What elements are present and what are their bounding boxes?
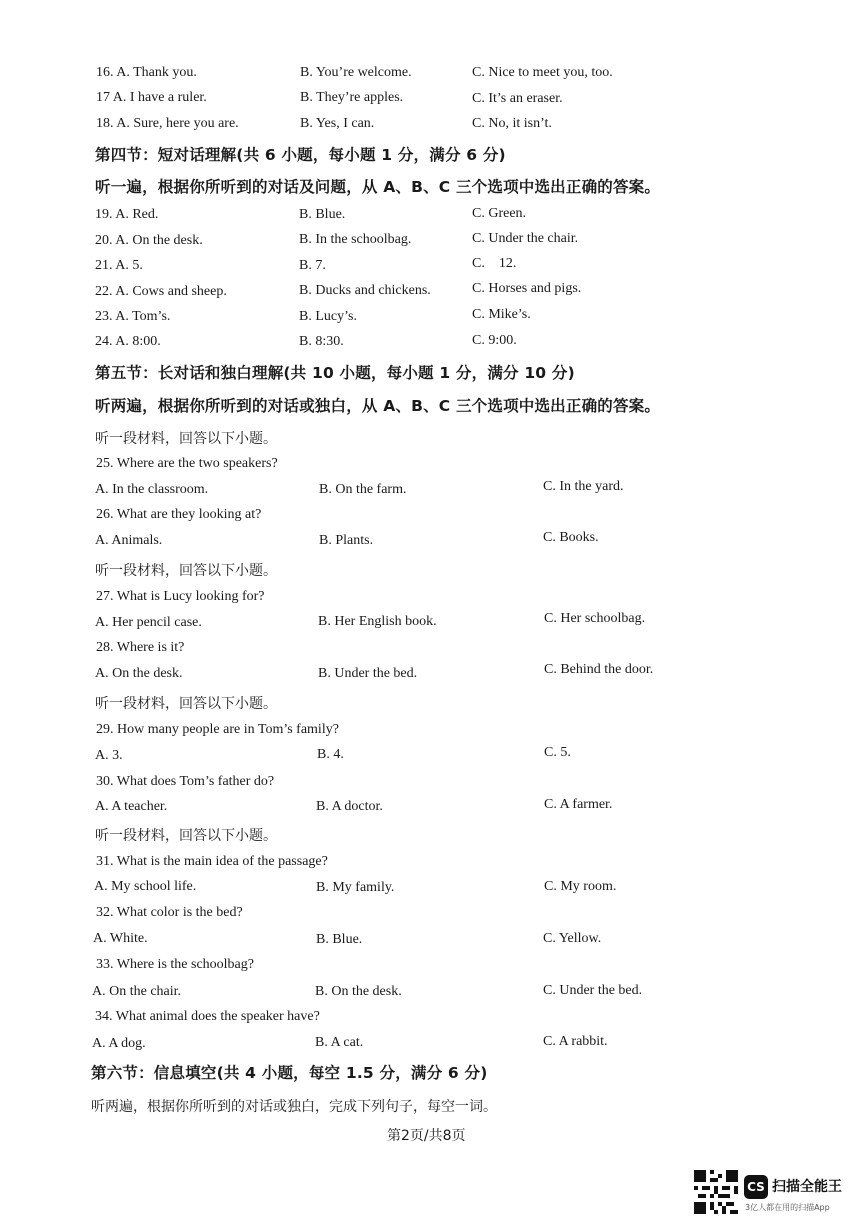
material-note: 听一段材料，回答以下小题。 — [95, 563, 277, 579]
option-32c: C. Yellow. — [543, 931, 602, 946]
option-26a: A. Animals. — [95, 533, 163, 548]
option-29a: A. 3. — [95, 748, 123, 763]
option-29c: C. 5. — [544, 745, 571, 760]
option-18a: 18. A. Sure, here you are. — [96, 116, 239, 131]
question-33: 33. Where is the schoolbag? — [96, 957, 254, 972]
option-20c: C. Under the chair. — [472, 231, 579, 246]
option-27b: B. Her English book. — [318, 614, 437, 629]
option-33c: C. Under the bed. — [543, 983, 643, 998]
section6-instruction: 听两遍，根据你所听到的对话或独白，完成下列句子，每空一词。 — [91, 1099, 497, 1115]
option-21a: 21. A. 5. — [95, 258, 143, 273]
option-25a: A. In the classroom. — [95, 482, 209, 497]
camscanner-logo-icon: CS — [744, 1175, 768, 1199]
option-19a: 19. A. Red. — [95, 207, 159, 222]
material-note: 听一段材料，回答以下小题。 — [95, 828, 277, 844]
question-30: 30. What does Tom’s father do? — [96, 774, 275, 789]
option-28b: B. Under the bed. — [318, 666, 418, 681]
option-29b: B. 4. — [317, 747, 344, 762]
option-32a: A. White. — [93, 931, 148, 946]
option-26b: B. Plants. — [319, 533, 374, 548]
option-25b: B. On the farm. — [319, 482, 407, 497]
option-26c: C. Books. — [543, 530, 599, 545]
section4-instruction: 听一遍，根据你所听到的对话及问题，从 A、B、C 三个选项中选出正确的答案。 — [95, 178, 661, 196]
option-17a: 17 A. I have a ruler. — [96, 90, 207, 105]
option-34c: C. A rabbit. — [543, 1034, 608, 1049]
option-32b: B. Blue. — [316, 932, 363, 947]
option-31b: B. My family. — [316, 880, 395, 895]
option-22b: B. Ducks and chickens. — [299, 283, 431, 298]
option-23a: 23. A. Tom’s. — [95, 309, 171, 324]
option-17c: C. It’s an eraser. — [472, 91, 563, 106]
option-30c: C. A farmer. — [544, 797, 613, 812]
question-34: 34. What animal does the speaker have? — [95, 1009, 320, 1024]
question-27: 27. What is Lucy looking for? — [96, 589, 265, 604]
option-18b: B. Yes, I can. — [300, 116, 375, 131]
option-33b: B. On the desk. — [315, 984, 402, 999]
option-24a: 24. A. 8:00. — [95, 334, 161, 349]
section4-title: 第四节：短对话理解(共 6 小题，每小题 1 分，满分 6 分) — [95, 146, 506, 164]
option-34a: A. A dog. — [92, 1036, 146, 1051]
qr-code-icon — [694, 1170, 738, 1214]
option-21c: C. 12. — [472, 256, 517, 271]
option-34b: B. A cat. — [315, 1035, 364, 1050]
option-17b: B. They’re apples. — [300, 90, 404, 105]
option-20b: B. In the schoolbag. — [299, 232, 412, 247]
option-16b: B. You’re welcome. — [300, 65, 412, 80]
question-26: 26. What are they looking at? — [96, 507, 262, 522]
question-28: 28. Where is it? — [96, 640, 185, 655]
option-21b: B. 7. — [299, 258, 326, 273]
material-note: 听一段材料，回答以下小题。 — [95, 696, 277, 712]
question-25: 25. Where are the two speakers? — [96, 456, 278, 471]
option-30b: B. A doctor. — [316, 799, 383, 814]
material-note: 听一段材料，回答以下小题。 — [95, 431, 277, 447]
section5-title: 第五节：长对话和独白理解(共 10 小题，每小题 1 分，满分 10 分) — [95, 364, 575, 382]
scanner-brand-name: 扫描全能王 — [772, 1179, 842, 1195]
question-29: 29. How many people are in Tom’s family? — [96, 722, 339, 737]
scanner-brand-tagline: 3亿人都在用的扫描App — [745, 1203, 830, 1212]
option-19c: C. Green. — [472, 206, 527, 221]
option-16c: C. Nice to meet you, too. — [472, 65, 613, 80]
option-33a: A. On the chair. — [92, 984, 182, 999]
option-22a: 22. A. Cows and sheep. — [95, 284, 227, 299]
section5-instruction: 听两遍，根据你所听到的对话或独白，从 A、B、C 三个选项中选出正确的答案。 — [95, 397, 661, 415]
option-23c: C. Mike’s. — [472, 307, 531, 322]
option-18c: C. No, it isn’t. — [472, 116, 552, 131]
option-28a: A. On the desk. — [95, 666, 183, 681]
option-27c: C. Her schoolbag. — [544, 611, 646, 626]
option-30a: A. A teacher. — [95, 799, 168, 814]
option-24b: B. 8:30. — [299, 334, 344, 349]
question-31: 31. What is the main idea of the passage? — [96, 854, 328, 869]
question-32: 32. What color is the bed? — [96, 905, 243, 920]
option-27a: A. Her pencil case. — [95, 615, 202, 630]
option-25c: C. In the yard. — [543, 479, 624, 494]
option-19b: B. Blue. — [299, 207, 346, 222]
section6-title: 第六节：信息填空(共 4 小题，每空 1.5 分，满分 6 分) — [91, 1064, 488, 1082]
option-24c: C. 9:00. — [472, 333, 517, 348]
option-20a: 20. A. On the desk. — [95, 233, 203, 248]
option-23b: B. Lucy’s. — [299, 309, 357, 324]
option-22c: C. Horses and pigs. — [472, 281, 582, 296]
option-16a: 16. A. Thank you. — [96, 65, 197, 80]
option-31a: A. My school life. — [94, 879, 197, 894]
page-number: 第2页/共8页 — [387, 1128, 466, 1144]
option-28c: C. Behind the door. — [544, 662, 654, 677]
option-31c: C. My room. — [544, 879, 617, 894]
